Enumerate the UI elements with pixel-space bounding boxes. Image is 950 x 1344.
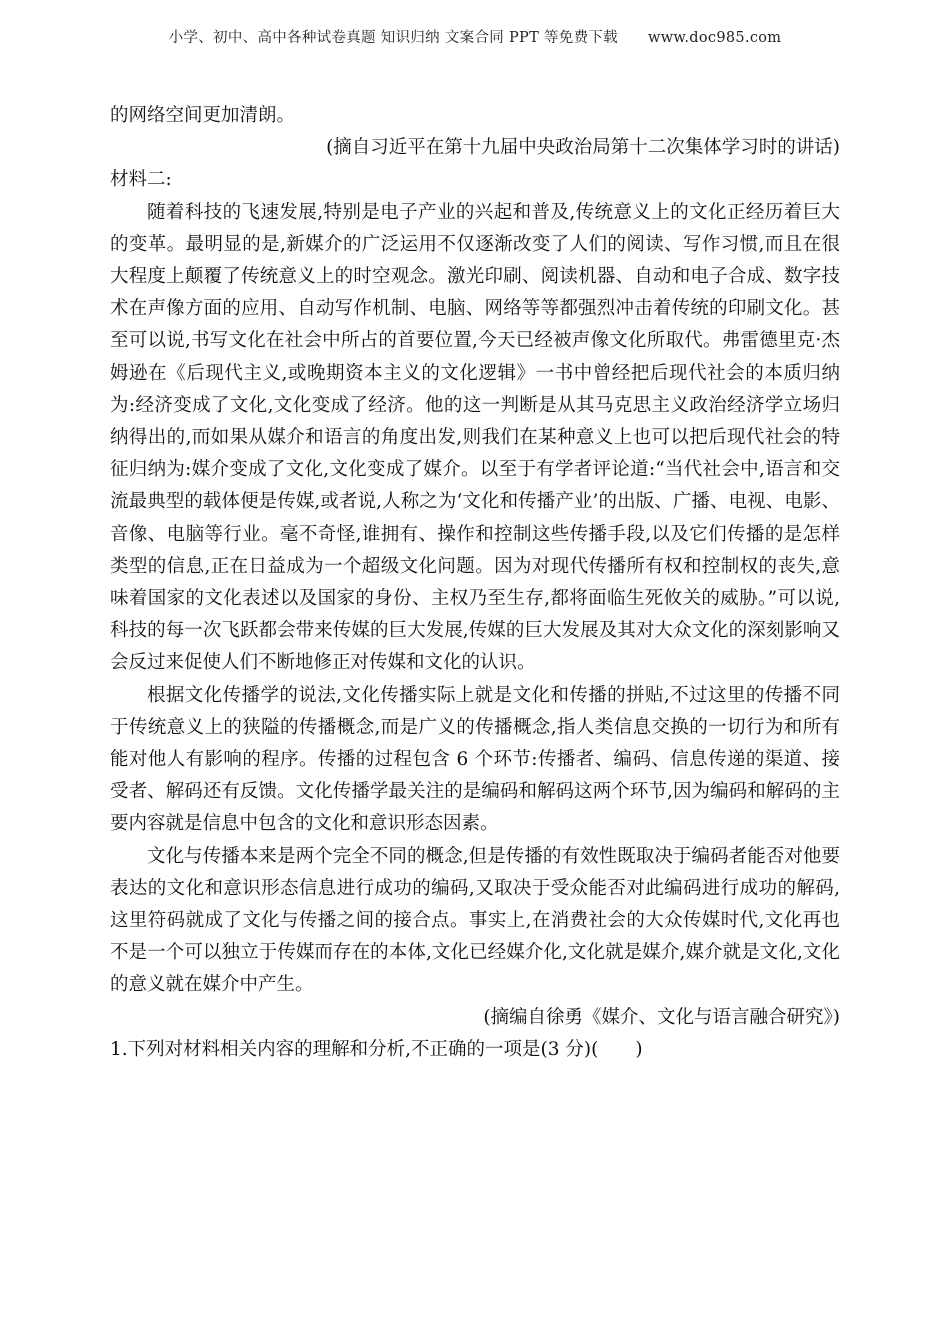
material-2-label: 材料二:: [110, 169, 172, 191]
source-citation-2: (摘编自徐勇《媒介、文化与语言融合研究》): [483, 1006, 840, 1028]
source-citation-1: (摘自习近平在第十九届中央政治局第十二次集体学习时的讲话): [326, 137, 840, 159]
page-header: [0, 26, 950, 47]
material-2-paragraph-3: 文化与传播本来是两个完全不同的概念,但是传播的有效性既取决于编码者能否对他要表达的文化和意识形态信息进行成功的编码,又取决于受众能否对此编码进行成功的解码,这里符码就成了文化与传播之间的接合点。事实上,在消费社会的大众传媒时代,文化再也不是一个可以独立于传媒而存在的本体,文化已经媒介化,文化就是媒介,媒介就是文化,文化的意义就在媒介中产生。: [110, 845, 840, 996]
material-2-paragraph-2: 根据文化传播学的说法,文化传播实际上就是文化和传播的拼贴,不过这里的传播不同于传统意义上的狭隘的传播概念,而是广义的传播概念,指人类信息交换的一切行为和所有能对他人有影响的程序。传播的过程包含 6 个环节:传播者、编码、信息传递的渠道、接受者、解码还有反馈。文化传播学最关注的是编码和解码这两个环节,因为编码和解码的主要内容就是信息中包含的文化和意识形态因素。: [110, 684, 840, 835]
header-text: 小学、初中、高中各种试卷真题 知识归纳 文案合同 PPT 等免费下载: [168, 30, 618, 46]
document-body: [110, 100, 840, 1066]
continuation-line: 的网络空间更加清朗。: [110, 105, 296, 126]
header-site-url: www.doc985.com: [647, 30, 782, 46]
question-1: 1.下列对材料相关内容的理解和分析,不正确的一项是(3 分)( ): [110, 1038, 643, 1060]
material-2-paragraph-1: 随着科技的飞速发展,特别是电子产业的兴起和普及,传统意义上的文化正经历着巨大的变革。最明显的是,新媒介的广泛运用不仅逐渐改变了人们的阅读、写作习惯,而且在很大程度上颠覆了传统意义上的时空观念。激光印刷、阅读机器、自动和电子合成、数字技术在声像方面的应用、自动写作机制、电脑、网络等等都强烈冲击着传统的印刷文化。甚至可以说,书写文化在社会中所占的首要位置,今天已经被声像文化所取代。弗雷德里克·杰姆逊在《后现代主义,或晚期资本主义的文化逻辑》一书中曾经把后现代社会的本质归纳为:经济变成了文化,文化变成了经济。他的这一判断是从其马克思主义政治经济学立场归纳得出的,而如果从媒介和语言的角度出发,则我们在某种意义上也可以把后现代社会的特征归纳为:媒介变成了文化,文化变成了媒介。以至于有学者评论道:“当代社会中,语言和交流最典型的载体便是传媒,或者说,人称之为‘文化和传播产业’的出版、广播、电视、电影、音像、电脑等行业。毫不奇怪,谁拥有、操作和控制这些传播手段,以及它们传播的是怎样类型的信息,正在日益成为一个超级文化问题。因为对现代传播所有权和控制权的丧失,意味着国家的文化表述以及国家的身份、主权乃至生存,都将面临生死攸关的威胁。”可以说,科技的每一次飞跃都会带来传媒的巨大发展,传媒的巨大发展及其对大众文化的深刻影响又会反过来促使人们不断地修正对传媒和文化的认识。: [110, 201, 840, 674]
